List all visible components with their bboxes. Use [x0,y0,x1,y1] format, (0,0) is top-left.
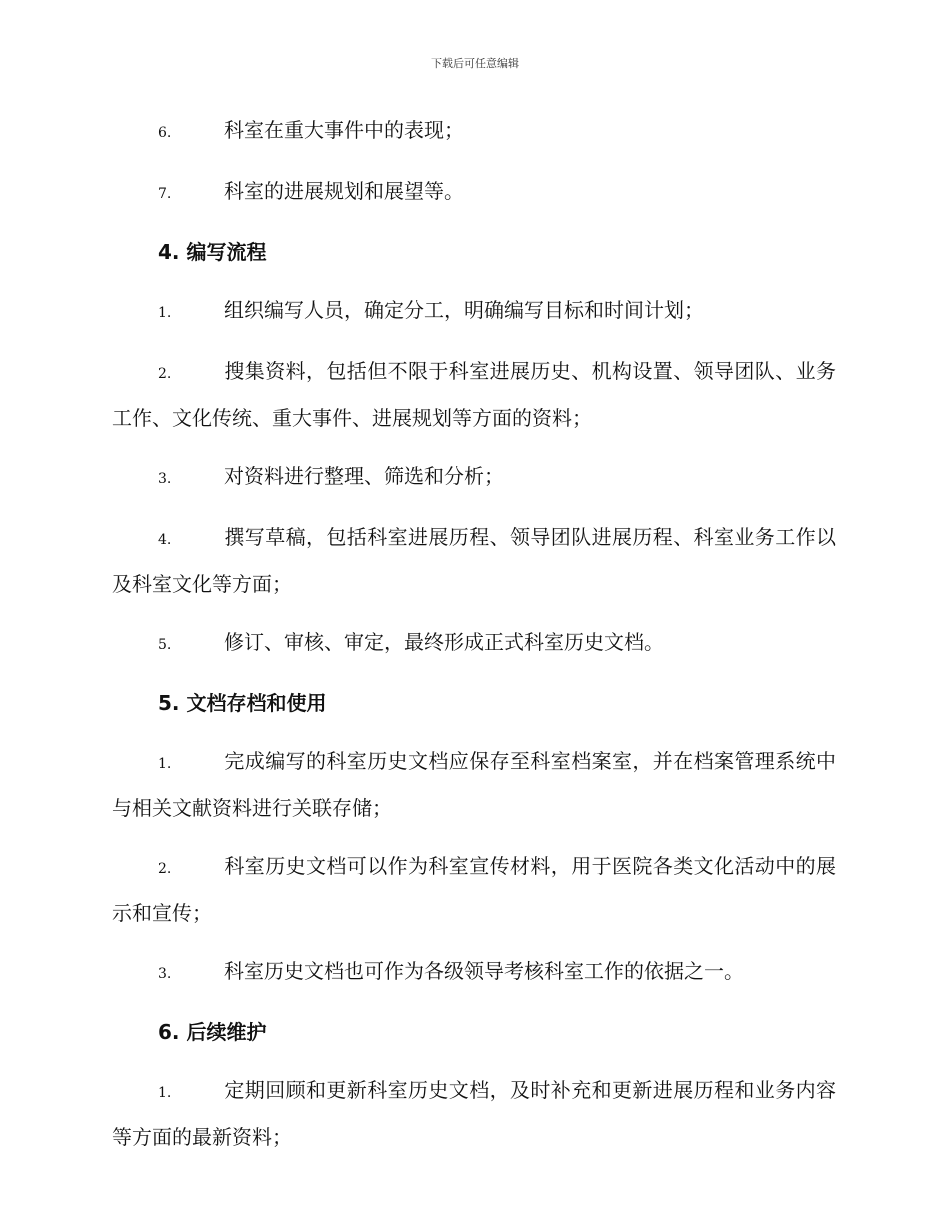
list-item-number: 1. [158,756,172,772]
list-item-number: 1. [158,1085,172,1101]
list-item [112,844,836,935]
list-item-number: 1. [158,305,172,321]
list-item [112,288,836,335]
list-item-text: 科室历史文档可以作为科室宣传材料，用于医院各类文化活动中的展示和宣传； [112,854,836,925]
list-item-number: 3. [158,471,172,487]
list-item-text: 科室历史文档也可作为各级领导考核科室工作的依据之一。 [224,959,744,983]
list-item-text: 科室在重大事件中的表现； [224,118,464,142]
list-item [112,949,836,996]
list-item-number: 6. [158,125,172,141]
list-item-text: 组织编写人员，确定分工，明确编写目标和时间计划； [224,298,704,322]
section-heading: 4. 编写流程 [158,240,267,264]
document-body [112,108,836,1173]
list-item-number: 5. [158,637,172,653]
list-item-text: 搜集资料，包括但不限于科室进展历史、机构设置、领导团队、业务工作、文化传统、重大事件、进展规划等方面的资料； [112,359,836,430]
list-item [112,169,836,216]
list-item-text: 修订、审核、审定，最终形成正式科室历史文档。 [224,630,664,654]
list-item-number: 3. [158,966,172,982]
list-item [112,620,836,667]
list-item-number: 7. [158,186,172,202]
page-header: 下载后可任意编辑 [431,57,519,70]
list-item-number: 2. [158,861,172,877]
list-item [112,349,836,440]
list-item-number: 2. [158,366,172,382]
list-item-number: 4. [158,532,172,548]
list-item-text: 对资料进行整理、筛选和分析； [224,464,504,488]
section-heading: 6. 后续维护 [158,1020,267,1044]
list-item-text: 科室的进展规划和展望等。 [224,179,464,203]
list-item [112,454,836,501]
list-item [112,108,836,155]
list-item-text: 完成编写的科室历史文档应保存至科室档案室，并在档案管理系统中与相关文献资料进行关联存储； [112,749,836,820]
list-item [112,1068,836,1159]
list-item-text: 撰写草稿，包括科室进展历程、领导团队进展历程、科室业务工作以及科室文化等方面； [112,525,836,596]
list-item [112,739,836,830]
list-item [112,515,836,606]
section-heading: 5. 文档存档和使用 [158,691,327,715]
list-item-text: 定期回顾和更新科室历史文档，及时补充和更新进展历程和业务内容等方面的最新资料； [112,1078,836,1149]
